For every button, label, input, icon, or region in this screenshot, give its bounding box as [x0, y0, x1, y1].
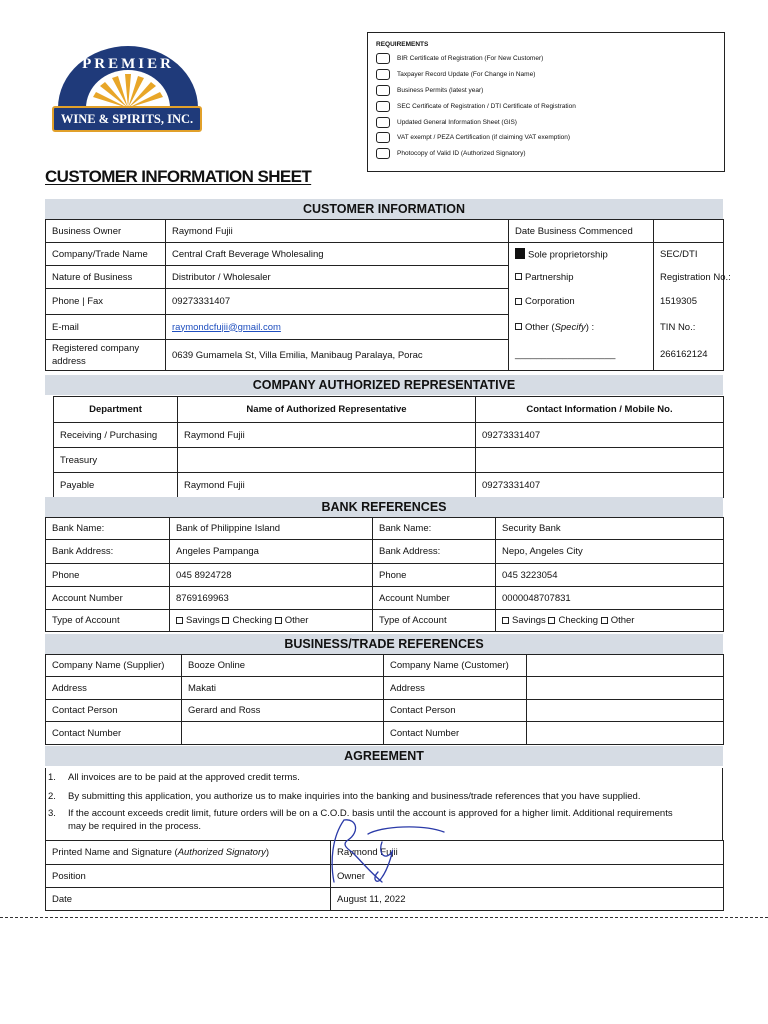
partnership-option[interactable]: Partnership	[509, 266, 654, 289]
requirement-checkbox[interactable]	[376, 53, 390, 64]
phone-label: Phone | Fax	[46, 289, 166, 315]
requirement-item: Business Permits (latest year)	[376, 83, 716, 99]
printed-name-value[interactable]: Raymond Fujii	[331, 841, 724, 865]
business-owner-label: Business Owner	[46, 220, 166, 243]
bank1-account-type: Savings Checking Other	[170, 610, 373, 632]
trade-name-label: Company/Trade Name	[46, 243, 166, 266]
nature-label: Nature of Business	[46, 266, 166, 289]
phone-value[interactable]: 09273331407	[166, 289, 509, 315]
customer-address[interactable]	[527, 677, 724, 700]
bank1-account[interactable]: 8769169963	[170, 587, 373, 610]
tin-label: TIN No.:	[654, 315, 724, 340]
business-owner-value[interactable]: Raymond Fujii	[166, 220, 509, 243]
other-specify-line[interactable]: ___________________	[509, 340, 654, 371]
trade-name-value[interactable]: Central Craft Beverage Wholesaling	[166, 243, 509, 266]
requirement-item: VAT exempt / PEZA Certification (if claiming VAT exemption)	[376, 130, 716, 146]
requirement-checkbox[interactable]	[376, 132, 390, 143]
checkbox-icon[interactable]	[515, 273, 522, 280]
customer-contact-number[interactable]	[527, 722, 724, 745]
list-item: 3. If the account exceeds credit limit, future orders will be on a C.O.D. basis until the account is approved for a higher limit. Additional requirements may be required in the process.	[48, 808, 673, 832]
trade-refs-header: BUSINESS/TRADE REFERENCES	[45, 634, 723, 654]
checked-checkbox-icon[interactable]	[515, 248, 525, 259]
position-value[interactable]: Owner	[331, 865, 724, 888]
date-commenced-label: Date Business Commenced	[509, 220, 654, 243]
requirement-item: Updated General Information Sheet (GIS)	[376, 114, 716, 130]
registration-no-value[interactable]: 1519305	[654, 289, 724, 315]
checkbox-icon[interactable]	[515, 298, 522, 305]
tin-value[interactable]: 266162124	[654, 340, 724, 371]
bank2-account[interactable]: 0000048707831	[496, 587, 724, 610]
table-row: Payable Raymond Fujii 09273331407	[54, 473, 724, 498]
checking-checkbox[interactable]	[222, 617, 229, 624]
email-link[interactable]: raymondcfujii@gmail.com	[172, 321, 281, 333]
requirement-item: BIR Certificate of Registration (For New Customer)	[376, 51, 716, 67]
date-value[interactable]: August 11, 2022	[331, 888, 724, 911]
supplier-contact-person[interactable]: Gerard and Ross	[182, 700, 384, 722]
table-row: Treasury	[54, 448, 724, 473]
authorized-rep-table	[53, 396, 724, 498]
col-rep-name: Name of Authorized Representative	[178, 397, 476, 423]
bank2-phone[interactable]: 045 3223054	[496, 564, 724, 587]
registration-no-label: Registration No.:	[654, 266, 724, 289]
savings-checkbox[interactable]	[502, 617, 509, 624]
supplier-contact-number[interactable]	[182, 722, 384, 745]
company-logo	[52, 48, 204, 136]
bank1-phone[interactable]: 045 8924728	[170, 564, 373, 587]
supplier-address[interactable]: Makati	[182, 677, 384, 700]
customer-info-header: CUSTOMER INFORMATION	[45, 199, 723, 219]
address-value[interactable]: 0639 Gumamela St, Villa Emilia, Manibaug Paralaya, Porac	[166, 340, 509, 371]
savings-checkbox[interactable]	[176, 617, 183, 624]
sunburst-logo-icon	[52, 48, 204, 110]
email-value[interactable]	[166, 315, 509, 340]
checkbox-icon[interactable]	[515, 323, 522, 330]
authorized-rep-header: COMPANY AUTHORIZED REPRESENTATIVE	[45, 375, 723, 395]
requirements-box	[367, 32, 725, 172]
customer-contact-person[interactable]	[527, 700, 724, 722]
requirement-item: Photocopy of Valid ID (Authorized Signatory)	[376, 146, 716, 162]
sole-proprietorship-option[interactable]: Sole proprietorship	[509, 243, 654, 266]
col-department: Department	[54, 397, 178, 423]
requirement-checkbox[interactable]	[376, 148, 390, 159]
sheet-title: CUSTOMER INFORMATION SHEET	[45, 167, 312, 186]
requirement-checkbox[interactable]	[376, 117, 390, 128]
signature-scribble-icon	[322, 812, 450, 887]
supplier-name[interactable]: Booze Online	[182, 655, 384, 677]
requirement-checkbox[interactable]	[376, 85, 390, 96]
requirement-checkbox[interactable]	[376, 69, 390, 80]
requirement-checkbox[interactable]	[376, 101, 390, 112]
col-contact: Contact Information / Mobile No.	[476, 397, 724, 423]
sec-dti-label: SEC/DTI	[654, 243, 724, 266]
date-label: Date	[46, 888, 331, 911]
list-item: 2. By submitting this application, you authorize us to make inquiries into the banking and business/trade references that you have supplied.	[48, 791, 641, 802]
customer-name[interactable]	[527, 655, 724, 677]
bank2-address[interactable]: Nepo, Angeles City	[496, 540, 724, 564]
address-label: Registered company address	[46, 340, 166, 371]
bank2-account-type: Savings Checking Other	[496, 610, 724, 632]
position-label: Position	[46, 865, 331, 888]
list-item: 1. All invoices are to be paid at the approved credit terms.	[48, 772, 300, 783]
other-checkbox[interactable]	[601, 617, 608, 624]
customer-info-table	[45, 219, 731, 371]
other-checkbox[interactable]	[275, 617, 282, 624]
other-option[interactable]: Other (Specify) :	[509, 315, 654, 340]
svg-text:PREMIER: PREMIER	[82, 56, 174, 72]
trade-refs-table: Company Name (Supplier) Booze Online Company Name (Customer) Address Makati Address Contact Person Gerard and Ross Contact Person Contact Number Contact Number	[45, 654, 724, 745]
bank2-name[interactable]: Security Bank	[496, 518, 724, 540]
email-label: E-mail	[46, 315, 166, 340]
bank-refs-header: BANK REFERENCES	[45, 497, 723, 517]
bank1-name[interactable]: Bank of Philippine Island	[170, 518, 373, 540]
bank1-address[interactable]: Angeles Pampanga	[170, 540, 373, 564]
corporation-option[interactable]: Corporation	[509, 289, 654, 315]
checking-checkbox[interactable]	[548, 617, 555, 624]
requirement-item: Taxpayer Record Update (For Change in Name)	[376, 67, 716, 83]
printed-name-label: Printed Name and Signature (Authorized Signatory)	[46, 841, 331, 865]
agreement-header: AGREEMENT	[45, 746, 723, 766]
requirements-title: REQUIREMENTS	[376, 41, 429, 48]
requirement-item: SEC Certificate of Registration / DTI Certificate of Registration	[376, 98, 716, 114]
logo-subtitle: WINE & SPIRITS, INC.	[52, 106, 202, 132]
table-row: Receiving / Purchasing Raymond Fujii 09273331407	[54, 423, 724, 448]
cut-line-divider	[0, 917, 768, 918]
nature-value[interactable]: Distributor / Wholesaler	[166, 266, 509, 289]
bank-refs-table: Bank Name: Bank of Philippine Island Bank Name: Security Bank Bank Address: Angeles Pampanga Bank Address: Nepo, Angeles City Phone 045 8924728 Phone 045 3223054 Account Number 8769169963 Account Number 0000048707831 Type of Account Savings Checking Other Type of Account Savings Checking Other	[45, 517, 724, 632]
date-commenced-value[interactable]	[654, 220, 724, 243]
